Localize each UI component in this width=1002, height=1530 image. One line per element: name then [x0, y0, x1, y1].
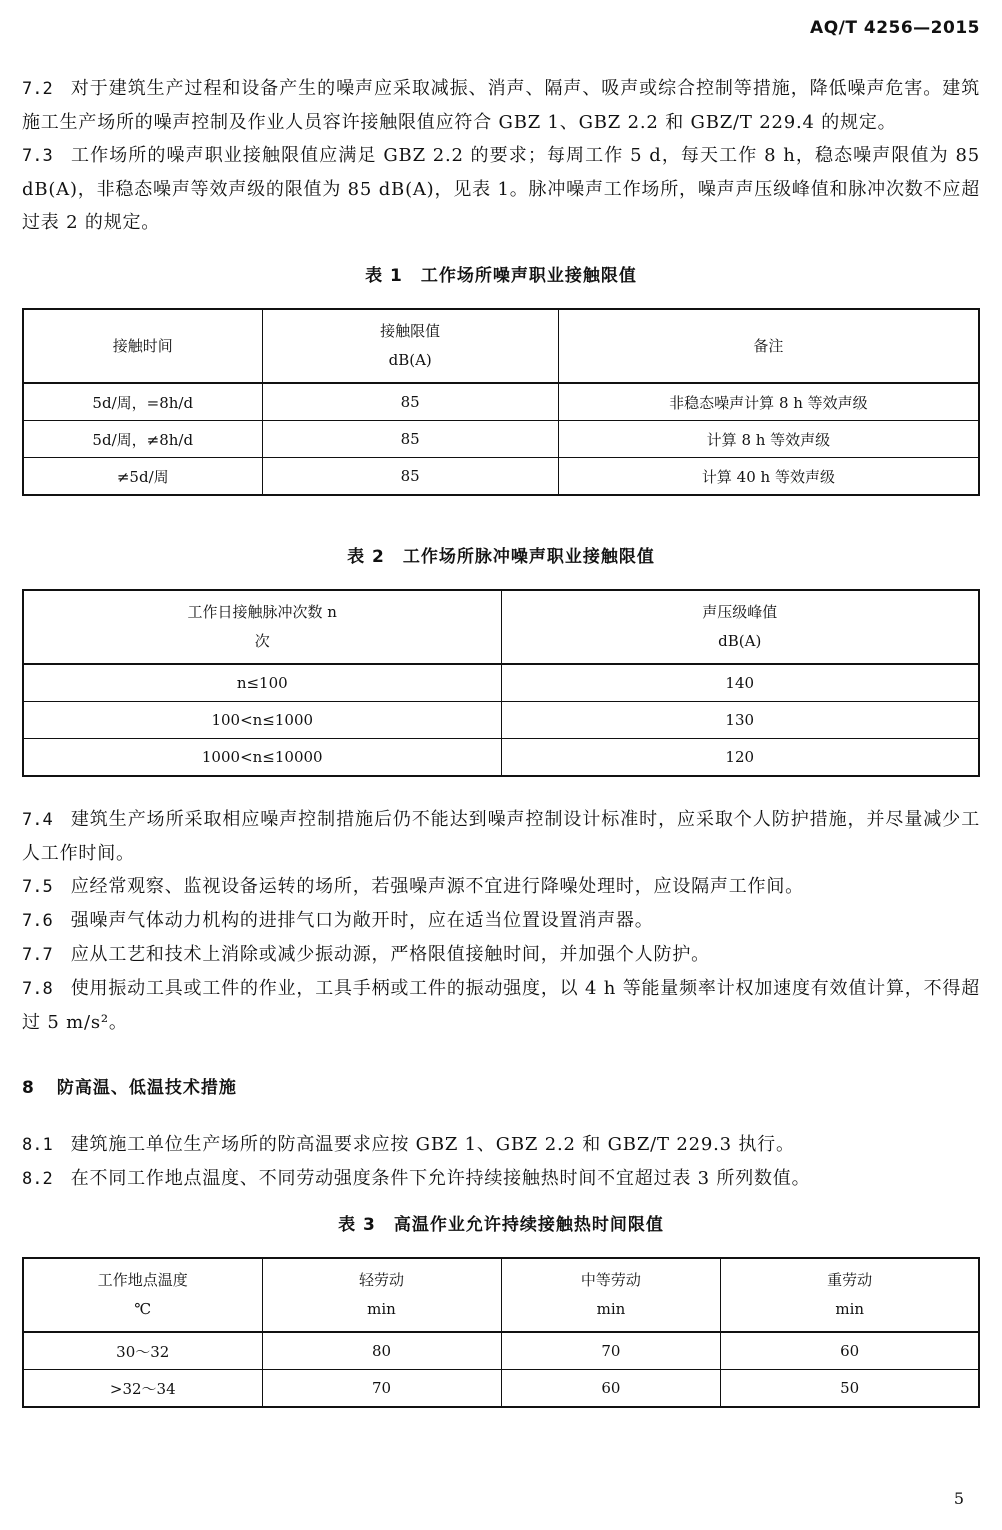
table-cell: 60	[501, 1370, 721, 1408]
table-cell: 85	[262, 458, 558, 496]
table-cell: 140	[501, 664, 979, 702]
paragraph-7-2	[22, 72, 980, 139]
table-cell: 5d/周，≠8h/d	[23, 421, 262, 458]
table2	[22, 589, 980, 777]
document-code: AQ/T 4256—2015	[810, 18, 980, 38]
page-content	[22, 72, 980, 1408]
table-cell: 1000<n≤10000	[23, 739, 501, 777]
table-cell: 5d/周，=8h/d	[23, 383, 262, 421]
table-cell: 计算 40 h 等效声级	[558, 458, 979, 496]
paragraph-text: 应从工艺和技术上消除或减少振动源，严格限值接触时间，并加强个人防护。	[70, 944, 710, 965]
paragraph-text: 使用振动工具或工件的作业，工具手柄或工件的振动强度，以 4 h 等能量频率计权加速度有效值计算，不得超过 5 m/s²。	[22, 978, 980, 1033]
table-row	[23, 421, 979, 458]
table-header-row	[23, 1258, 979, 1332]
table-header-cell: 工作日接触脉冲次数 n 次	[23, 590, 501, 664]
page-number: 5	[953, 1489, 964, 1508]
paragraph-7-6	[22, 904, 980, 938]
paragraph-number: 7.4	[22, 810, 53, 830]
table-header-cell: 工作地点温度 ℃	[23, 1258, 262, 1332]
paragraph-text: 工作场所的噪声职业接触限值应满足 GBZ 2.2 的要求；每周工作 5 d，每天工作 8 h，稳态噪声限值为 85 dB(A)，非稳态噪声等效声级的限值为 85 dB(A)，见表 1。脉冲噪声工作场所，噪声声压级峰值和脉冲次数不应超过表 2 的规定。	[22, 145, 980, 233]
table-cell: 85	[262, 383, 558, 421]
paragraph-8-1	[22, 1128, 980, 1162]
paragraph-number: 7.8	[22, 979, 53, 999]
table-cell: 非稳态噪声计算 8 h 等效声级	[558, 383, 979, 421]
table1	[22, 308, 980, 496]
section-title: 防高温、低温技术措施	[56, 1078, 237, 1098]
table-row	[23, 1370, 979, 1408]
paragraph-text: 应经常观察、监视设备运转的场所，若强噪声源不宜进行降噪处理时，应设隔声工作间。	[70, 876, 804, 897]
table-cell: 120	[501, 739, 979, 777]
table-cell: 30～32	[23, 1332, 262, 1370]
table-header-cell: 声压级峰值 dB(A)	[501, 590, 979, 664]
table-cell: 100<n≤1000	[23, 702, 501, 739]
table-row	[23, 739, 979, 777]
paragraph-7-5	[22, 870, 980, 904]
table-cell: 80	[262, 1332, 501, 1370]
paragraph-text: 强噪声气体动力机构的进排气口为敞开时，应在适当位置设置消声器。	[70, 910, 654, 931]
table-header-row	[23, 590, 979, 664]
table-row	[23, 1332, 979, 1370]
table1-title: 表 1 工作场所噪声职业接触限值	[365, 266, 637, 286]
table-cell: 85	[262, 421, 558, 458]
table-row	[23, 702, 979, 739]
table-cell: 70	[262, 1370, 501, 1408]
table-cell: 60	[721, 1332, 979, 1370]
paragraph-number: 7.3	[22, 146, 53, 166]
table-header-cell: 接触限值 dB(A)	[262, 309, 558, 383]
paragraph-group-7	[22, 803, 980, 1039]
paragraph-7-4	[22, 803, 980, 870]
table-header-cell: 中等劳动 min	[501, 1258, 721, 1332]
paragraph-number: 7.6	[22, 911, 53, 931]
table-header-cell: 重劳动 min	[721, 1258, 979, 1332]
paragraph-7-8	[22, 972, 980, 1039]
table3-title: 表 3 高温作业允许持续接触热时间限值	[338, 1215, 664, 1235]
table-header-cell: 轻劳动 min	[262, 1258, 501, 1332]
paragraph-number: 8.2	[22, 1169, 53, 1189]
table-header-cell: 备注	[558, 309, 979, 383]
paragraph-text: 建筑施工单位生产场所的防高温要求应按 GBZ 1、GBZ 2.2 和 GBZ/T 229.3 执行。	[70, 1134, 795, 1155]
table-cell: 130	[501, 702, 979, 739]
paragraph-8-2	[22, 1162, 980, 1196]
paragraph-text: 对于建筑生产过程和设备产生的噪声应采取减振、消声、隔声、吸声或综合控制等措施，降低噪声危害。建筑施工生产场所的噪声控制及作业人员容许接触限值应符合 GBZ 1、GBZ 2.2 和 GBZ/T 229.4 的规定。	[22, 78, 980, 133]
table-cell: >32～34	[23, 1370, 262, 1408]
paragraph-number: 7.7	[22, 945, 53, 965]
paragraph-7-3	[22, 139, 980, 239]
table-cell: ≠5d/周	[23, 458, 262, 496]
paragraph-text: 建筑生产场所采取相应噪声控制措施后仍不能达到噪声控制设计标准时，应采取个人防护措施，并尽量减少工人工作时间。	[22, 809, 980, 864]
table3	[22, 1257, 980, 1408]
paragraph-number: 7.5	[22, 877, 53, 897]
table-row	[23, 664, 979, 702]
section-number: 8	[22, 1078, 35, 1098]
table-cell: 70	[501, 1332, 721, 1370]
paragraph-text: 在不同工作地点温度、不同劳动强度条件下允许持续接触热时间不宜超过表 3 所列数值。	[70, 1168, 811, 1189]
table2-title: 表 2 工作场所脉冲噪声职业接触限值	[347, 547, 655, 567]
table-header-cell: 接触时间	[23, 309, 262, 383]
table-row	[23, 458, 979, 496]
paragraph-number: 8.1	[22, 1135, 53, 1155]
section-heading-8	[22, 1073, 980, 1098]
table-header-row	[23, 309, 979, 383]
table-cell: n≤100	[23, 664, 501, 702]
table-cell: 50	[721, 1370, 979, 1408]
table-row	[23, 383, 979, 421]
table-cell: 计算 8 h 等效声级	[558, 421, 979, 458]
paragraph-number: 7.2	[22, 79, 53, 99]
paragraph-7-7	[22, 938, 980, 972]
